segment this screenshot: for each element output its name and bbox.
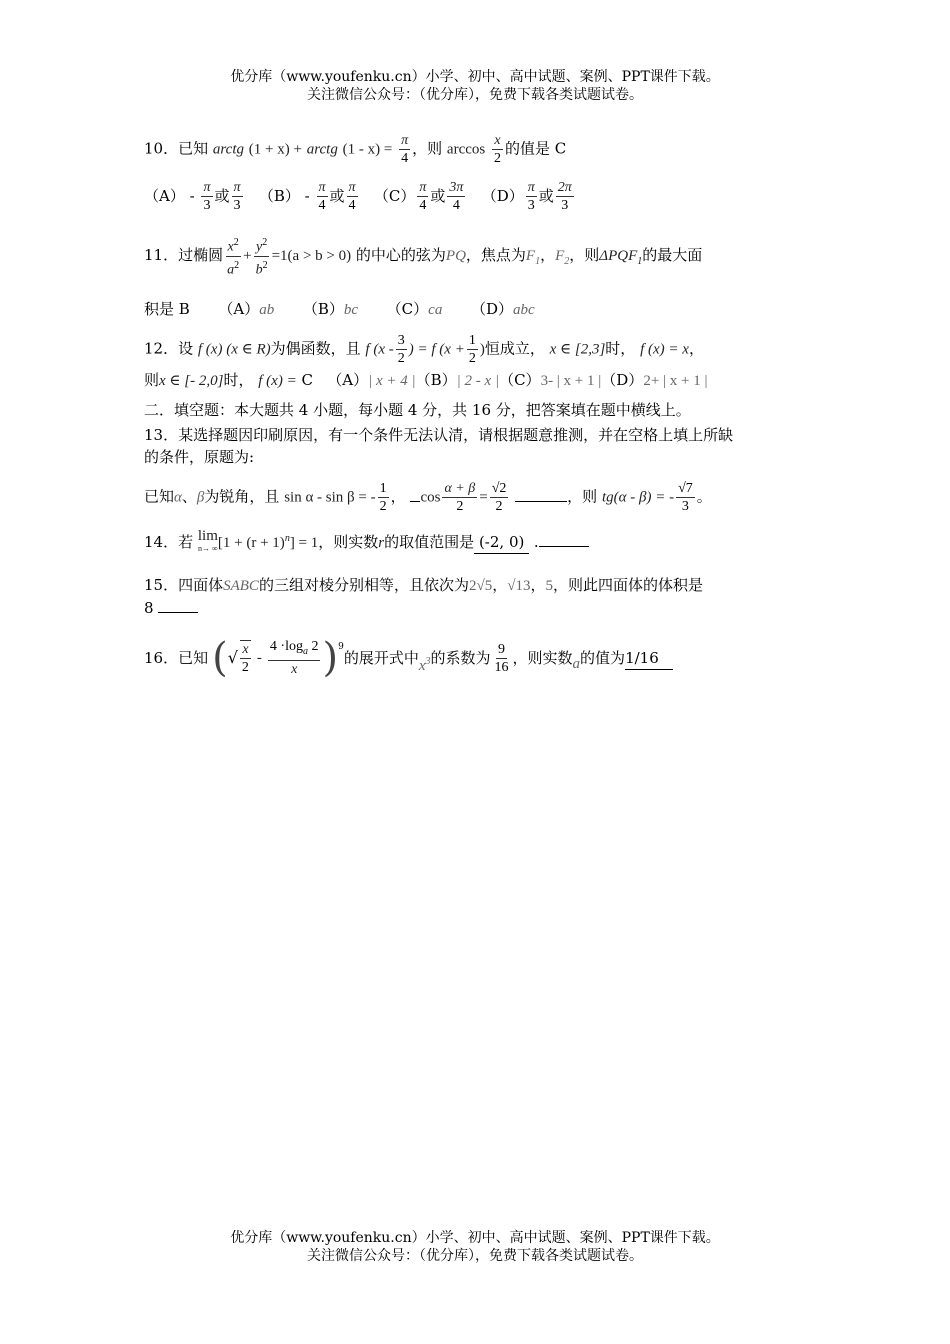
- option-a: （A） - $\frac{\pi}{3}$ 或 $\frac{\pi}{3}$: [144, 180, 241, 213]
- math: x ∈ [- 2,0]: [159, 373, 224, 389]
- answer-blank[interactable]: [625, 647, 673, 670]
- math: f (x) (x ∈ R): [197, 341, 271, 358]
- math: -: [256, 650, 262, 666]
- question-12-stem: [144, 332, 814, 367]
- text: 过椭圆: [178, 246, 224, 265]
- math: ): [479, 341, 485, 358]
- math: tg(α - β) = -: [601, 489, 675, 506]
- text: ，: [492, 576, 508, 594]
- text: 。: [696, 487, 712, 506]
- text: 四面体: [178, 576, 224, 594]
- question-15-answer-line: [144, 597, 814, 619]
- question-14-stem: [144, 528, 814, 554]
- text: 已知: [178, 139, 209, 158]
- math: PQ: [445, 248, 466, 265]
- math: $\Delta PQF_1$: [599, 248, 643, 268]
- question-13-line-2: 的条件，原题为:: [144, 448, 255, 466]
- text: ，则此四面体的体积是: [552, 576, 703, 594]
- fraction: $\frac{1}{2}$: [379, 481, 387, 514]
- page-footer: [0, 1229, 950, 1265]
- math: cos: [420, 489, 441, 506]
- question-number: 15．: [144, 576, 179, 594]
- math: (1 + x) +: [248, 141, 302, 158]
- fraction: $\frac{x}{2}$: [241, 642, 249, 675]
- text: 恒成立，: [484, 339, 545, 358]
- option-a: （A）ab: [218, 300, 275, 319]
- answer-blank[interactable]: [539, 546, 589, 547]
- fraction: $\frac{y^2}{b^2}$: [254, 234, 270, 278]
- question-number: 10．: [144, 139, 179, 158]
- left-paren: (: [212, 635, 228, 681]
- option-d: （D）2+ | x + 1 |: [601, 371, 708, 389]
- text: 、: [181, 487, 197, 506]
- fraction: $\frac{4 \cdot\log_a 2}{x}$: [269, 639, 319, 677]
- option-b: （B）| 2 - x |: [415, 371, 500, 389]
- math: (1 - x) =: [342, 141, 393, 158]
- question-13-line-1: [144, 424, 814, 446]
- math: 2√5: [468, 578, 493, 594]
- exponent: 9: [338, 642, 344, 652]
- text: ，则: [567, 487, 598, 506]
- header-line-2: 关注微信公众号：（优分库），免费下载各类试题试卷。: [307, 87, 643, 103]
- math: +: [243, 248, 252, 265]
- binomial-expression: [212, 636, 344, 680]
- question-10-stem: [144, 132, 814, 167]
- math: arctg: [212, 141, 244, 158]
- answer-blank[interactable]: [515, 501, 567, 502]
- text: 已知: [144, 487, 175, 506]
- text: 的取值范围是: [384, 533, 475, 551]
- page-header: [0, 68, 950, 104]
- fraction: $\frac{\alpha + \beta}{2}$: [444, 481, 476, 514]
- question-16-stem: [144, 636, 814, 680]
- sqrt-symbol: √: [227, 648, 238, 667]
- question-13-line-3: [144, 480, 814, 515]
- math: =1(a > b > 0): [271, 248, 352, 265]
- text: 设: [178, 339, 194, 358]
- question-10: [144, 132, 814, 214]
- math: f (x -: [365, 341, 394, 358]
- text: 的值为: [580, 649, 626, 667]
- answer-text: 8: [144, 599, 154, 617]
- text: 的系数为: [430, 649, 491, 667]
- limit-operator: lim n→ ∞: [197, 528, 218, 553]
- text: ，则: [412, 139, 443, 158]
- math: x ∈ [2,3]: [549, 341, 606, 358]
- answer-text: 的值是 C: [505, 139, 567, 158]
- text: ，则实数: [318, 533, 379, 551]
- answer-blank[interactable]: [158, 612, 198, 613]
- text: ，: [530, 576, 546, 594]
- fraction: $\frac{9}{16}$: [494, 641, 509, 675]
- math: ) = f (x +: [408, 341, 465, 358]
- text: 某选择题因印刷原因，有一个条件无法认清，请根据题意推测，并在空格上填上所缺: [178, 426, 734, 444]
- text: 为锐角，且: [204, 487, 280, 506]
- math: α: [174, 489, 182, 506]
- question-15: [144, 574, 814, 619]
- math: 5: [545, 578, 553, 594]
- option-c: （C） $\frac{\pi}{4}$ 或 $\frac{3\pi}{4}$: [373, 180, 464, 213]
- section-heading: 二．填空题：本大题共 4 小题，每小题 4 分，共 16 分，把答案填在题中横线上。: [144, 401, 691, 419]
- text: ，: [688, 339, 704, 358]
- question-11-options: [144, 298, 814, 321]
- text: ，: [390, 487, 406, 506]
- question-11-stem: 11．过椭圆 $\frac{x^2}{a^2}$ + $\frac{y^2}{b^2}$ =1(a > b > 0) 的中心的弦为PQ，焦点为$F_1$，$F_2$，则$\Delta PQF_1$的最大面: [144, 234, 814, 278]
- question-12-line-2: [144, 369, 814, 392]
- question-number: 13．: [144, 426, 179, 444]
- question-13: [144, 424, 814, 515]
- option-b: （B）bc: [302, 300, 359, 319]
- question-number: 12．: [144, 339, 179, 358]
- option-c: （C）3- | x + 1 |: [499, 371, 602, 389]
- fraction: $\frac{1}{2}$: [468, 333, 476, 366]
- fraction: $\frac{√7}{3}$: [678, 481, 693, 514]
- math: β: [196, 489, 205, 506]
- answer-text: C: [301, 371, 313, 389]
- math: $x^3$: [418, 656, 431, 674]
- option-d: （D）abc: [470, 300, 535, 319]
- footer-line-2: 关注微信公众号：（优分库），免费下载各类试题试卷。: [307, 1248, 643, 1264]
- answer-blank[interactable]: [410, 501, 420, 502]
- math: =: [479, 489, 488, 506]
- fraction: $\frac{x}{2}$: [494, 133, 502, 166]
- text: 为偶函数，且: [270, 339, 361, 358]
- question-15-stem: [144, 574, 814, 597]
- question-12: [144, 332, 814, 392]
- math: f (x) =: [258, 373, 297, 389]
- header-line-1: 优分库（www.youfenku.cn）小学、初中、高中试题、案例、PPT课件下载。: [230, 69, 720, 85]
- option-c: （C）ca: [386, 300, 443, 319]
- question-number: 16．: [144, 649, 179, 667]
- option-b: （B） - $\frac{\pi}{4}$ 或 $\frac{\pi}{4}$: [258, 180, 356, 213]
- math: $F_2$: [555, 248, 570, 268]
- text: ，则实数: [512, 649, 573, 667]
- answer-blank[interactable]: [474, 531, 529, 554]
- text: 已知: [178, 649, 209, 667]
- right-paren: ): [322, 635, 339, 681]
- text: 的展开式中: [343, 649, 419, 667]
- math: √13: [507, 578, 531, 594]
- option-a: （A）| x + 4 |: [327, 371, 416, 389]
- answer-text: 积是 B: [144, 300, 190, 319]
- question-number: 11．: [144, 246, 179, 265]
- text: 时，: [605, 339, 636, 358]
- math: arctg: [306, 141, 338, 158]
- text: .: [533, 533, 539, 551]
- fraction: $\frac{\pi}{4}$: [401, 133, 409, 166]
- fraction: $\frac{√2}{2}$: [491, 481, 507, 514]
- answer-text: 1/16: [625, 648, 659, 667]
- question-11: [144, 234, 814, 321]
- math: sin α - sin β = -: [284, 489, 376, 506]
- math: SABC: [223, 578, 259, 594]
- text: ，焦点为: [465, 246, 526, 265]
- text: ，则: [569, 246, 600, 265]
- question-16: [144, 636, 814, 680]
- fraction: $\frac{x^2}{a^2}$: [225, 234, 241, 278]
- text: 的三组对棱分别相等，且依次为: [258, 576, 469, 594]
- math: f (x) = x: [640, 341, 689, 358]
- text: 的最大面: [642, 246, 703, 265]
- math: arccos: [446, 141, 486, 158]
- question-10-options: [144, 179, 814, 214]
- question-14: [144, 528, 814, 554]
- footer-line-1: 优分库（www.youfenku.cn）小学、初中、高中试题、案例、PPT课件下载。: [230, 1230, 720, 1246]
- math: a: [572, 656, 581, 672]
- text: 则: [144, 371, 160, 389]
- text: 的中心的弦为: [355, 246, 446, 265]
- fraction: $\frac{3}{2}$: [397, 333, 405, 366]
- math: $[1 + (r + 1)^n] = 1$: [217, 533, 319, 551]
- math: r: [378, 535, 385, 551]
- math: $F_1$: [525, 248, 541, 268]
- text: 时，: [223, 371, 254, 389]
- answer-text: (-2, 0): [478, 533, 525, 551]
- option-d: （D） $\frac{\pi}{3}$ 或 $\frac{2\pi}{3}$: [481, 180, 572, 213]
- question-number: 14．: [144, 533, 179, 551]
- text: 若: [178, 533, 194, 551]
